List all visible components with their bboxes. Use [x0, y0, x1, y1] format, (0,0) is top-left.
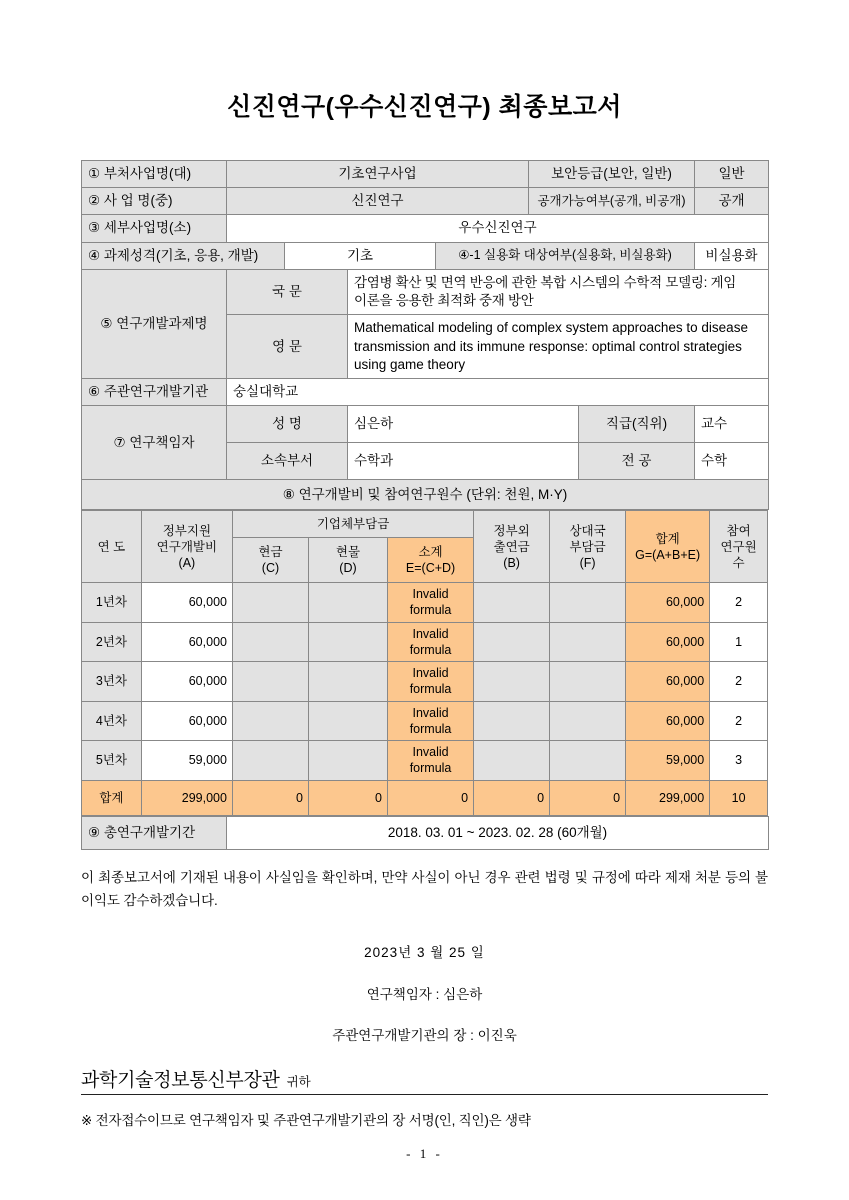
- cell-inkind: [308, 701, 387, 741]
- cell-gov-funding: 60,000: [141, 622, 232, 662]
- label-commercialization: ④-1 실용화 대상여부(실용화, 비실용화): [436, 242, 695, 269]
- cell-inkind: [308, 622, 387, 662]
- cell-non-gov: [474, 622, 550, 662]
- cell-researcher-count: 2: [710, 662, 768, 702]
- header-gov-funding-line3: (A): [178, 555, 196, 570]
- value-disclosure: 공개: [695, 188, 769, 215]
- cell-year: 3년차: [82, 662, 142, 702]
- header-gov-funding-line2: 연구개발비: [156, 539, 218, 554]
- cell-non-gov: [474, 701, 550, 741]
- header-company-contribution: 기업체부담금: [232, 511, 473, 538]
- header-researchers-line2: 연구원수: [720, 539, 757, 570]
- table-row: [82, 701, 768, 741]
- table-row-research-period: [82, 816, 769, 849]
- header-subtotal-line1: 소계: [418, 545, 443, 560]
- header-non-gov-line2: 출연금: [493, 539, 530, 554]
- table-row-total: [82, 780, 768, 815]
- table-row: [82, 662, 768, 702]
- value-title-ko: 감염병 확산 및 면역 반응에 관한 복합 시스템의 수학적 모델링: 게임 이론을 응용한 최적화 중재 방안: [348, 269, 769, 314]
- header-researchers-line1: 참여: [726, 523, 751, 538]
- header-grand-total: [626, 511, 710, 583]
- header-cash-line2: (C): [261, 561, 280, 576]
- header-counterpart-contribution: [550, 511, 626, 583]
- cell-gov-funding: 60,000: [141, 583, 232, 623]
- cell-inkind: [308, 662, 387, 702]
- header-gov-funding-line1: 정부지원: [162, 523, 212, 538]
- cell-counterpart: [550, 662, 626, 702]
- header-cash-line1: 현금: [258, 545, 283, 560]
- cell-grand-total: 59,000: [626, 741, 710, 781]
- table-row-subprogram: [82, 215, 769, 242]
- table-row: [82, 622, 768, 662]
- label-disclosure: 공개가능여부(공개, 비공개): [529, 188, 695, 215]
- label-pi-name: 성 명: [227, 406, 348, 443]
- value-research-period: 2018. 03. 01 ~ 2023. 02. 28 (60개월): [227, 816, 769, 849]
- signature-principal-investigator: 연구책임자 : 심은하: [366, 986, 483, 1002]
- cell-total-gov-funding: 299,000: [141, 780, 232, 815]
- cell-total-label: 합계: [82, 780, 142, 815]
- research-period-table: [81, 816, 769, 850]
- header-non-gov-line1: 정부외: [493, 523, 530, 538]
- value-host-institution: 숭실대학교: [227, 378, 769, 405]
- cell-non-gov: [474, 662, 550, 702]
- cell-total-subtotal: 0: [387, 780, 473, 815]
- label-project-title: ⑤ 연구개발과제명: [82, 269, 227, 378]
- budget-section-title: ⑧ 연구개발비 및 참여연구원수 (단위: 천원, M·Y): [82, 480, 769, 510]
- header-non-gov-line3: (B): [503, 555, 520, 570]
- project-info-table: [81, 160, 769, 510]
- cell-counterpart: [550, 622, 626, 662]
- value-project-type: 기초: [285, 242, 436, 269]
- value-commercialization: 비실용화: [695, 242, 769, 269]
- cell-counterpart: [550, 583, 626, 623]
- cell-cash: [232, 622, 308, 662]
- header-subtotal-line2: E=(C+D): [405, 561, 456, 576]
- value-pi-position: 교수: [695, 406, 769, 443]
- header-inkind-line2: (D): [339, 561, 357, 576]
- cell-gov-funding: 59,000: [141, 741, 232, 781]
- cell-researcher-count: 1: [710, 622, 768, 662]
- cell-counterpart: [550, 741, 626, 781]
- cell-grand-total: 60,000: [626, 701, 710, 741]
- cell-researcher-count: 2: [710, 701, 768, 741]
- cell-subtotal: Invalid formula: [387, 701, 473, 741]
- cell-inkind: [308, 741, 387, 781]
- cell-cash: [232, 583, 308, 623]
- label-subprogram: ③ 세부사업명(소): [82, 215, 227, 242]
- budget-header-row-1: [82, 511, 768, 538]
- cell-researcher-count: 3: [710, 741, 768, 781]
- label-title-ko: 국 문: [227, 269, 348, 314]
- label-security-grade: 보안등급(보안, 일반): [529, 161, 695, 188]
- label-pi-department: 소속부서: [227, 443, 348, 480]
- cell-subtotal: Invalid formula: [387, 662, 473, 702]
- value-pi-department: 수학과: [348, 443, 579, 480]
- cell-total-researcher-count: 10: [710, 780, 768, 815]
- cell-grand-total: 60,000: [626, 622, 710, 662]
- value-program-name: 신진연구: [227, 188, 529, 215]
- label-research-period: ⑨ 총연구개발기간: [82, 816, 227, 849]
- signature-institution-head: 주관연구개발기관의 장 : 이진욱: [332, 1027, 517, 1043]
- label-ministry-program: ① 부처사업명(대): [82, 161, 227, 188]
- table-row-host-institution: [82, 378, 769, 405]
- cell-year: 2년차: [82, 622, 142, 662]
- header-year: 연 도: [82, 511, 142, 583]
- recipient-honorific: 귀하: [286, 1074, 311, 1089]
- cell-cash: [232, 741, 308, 781]
- header-counterpart-line3: (F): [579, 555, 596, 570]
- cell-gov-funding: 60,000: [141, 701, 232, 741]
- label-host-institution: ⑥ 주관연구개발기관: [82, 378, 227, 405]
- table-row-project-type: [82, 242, 769, 269]
- table-row-title-ko: [82, 269, 769, 314]
- cell-grand-total: 60,000: [626, 662, 710, 702]
- cell-non-gov: [474, 741, 550, 781]
- header-researcher-count: [710, 511, 768, 583]
- cell-inkind: [308, 583, 387, 623]
- table-row-pi-name: [82, 406, 769, 443]
- header-inkind-line1: 현물: [335, 545, 361, 560]
- page-number: - 1 -: [406, 1146, 443, 1161]
- label-pi-position: 직급(직위): [579, 406, 695, 443]
- label-pi-major: 전 공: [579, 443, 695, 480]
- cell-subtotal: Invalid formula: [387, 583, 473, 623]
- cell-total-counterpart: 0: [550, 780, 626, 815]
- cell-year: 1년차: [82, 583, 142, 623]
- value-ministry-program: 기초연구사업: [227, 161, 529, 188]
- signature-block: [81, 941, 768, 1044]
- page-title: 신진연구(우수신진연구) 최종보고서: [227, 93, 622, 121]
- cell-gov-funding: 60,000: [141, 662, 232, 702]
- value-pi-major: 수학: [695, 443, 769, 480]
- cell-cash: [232, 662, 308, 702]
- recipient-line: [81, 1065, 768, 1095]
- cell-year: 5년차: [82, 741, 142, 781]
- cell-subtotal: Invalid formula: [387, 622, 473, 662]
- table-row-program-name: [82, 188, 769, 215]
- header-non-gov-contribution: [474, 511, 550, 583]
- header-inkind: [308, 538, 387, 583]
- label-title-en: 영 문: [227, 315, 348, 379]
- table-row: [82, 583, 768, 623]
- header-counterpart-line2: 부담금: [569, 539, 606, 554]
- cell-non-gov: [474, 583, 550, 623]
- header-subtotal: [387, 538, 473, 583]
- value-pi-name: 심은하: [348, 406, 579, 443]
- cell-researcher-count: 2: [710, 583, 768, 623]
- cell-total-grand-total: 299,000: [626, 780, 710, 815]
- value-subprogram: 우수신진연구: [227, 215, 769, 242]
- value-security-grade: 일반: [695, 161, 769, 188]
- budget-table: [81, 510, 768, 816]
- table-row-ministry-program: [82, 161, 769, 188]
- cell-subtotal: Invalid formula: [387, 741, 473, 781]
- header-counterpart-line1: 상대국: [569, 523, 606, 538]
- header-gov-funding: [141, 511, 232, 583]
- value-title-en: Mathematical modeling of complex system approaches to disease transmission and its immune response: optimal control strategies using game theory: [348, 315, 769, 379]
- electronic-submission-note: ※ 전자접수이므로 연구책임자 및 주관연구개발기관의 장 서명(인, 직인)은 생략: [81, 1112, 531, 1128]
- cell-counterpart: [550, 701, 626, 741]
- cell-total-non-gov: 0: [474, 780, 550, 815]
- label-program-name: ② 사 업 명(중): [82, 188, 227, 215]
- cell-cash: [232, 701, 308, 741]
- header-cash: [232, 538, 308, 583]
- table-row: [82, 741, 768, 781]
- cell-total-inkind: 0: [308, 780, 387, 815]
- cell-grand-total: 60,000: [626, 583, 710, 623]
- cell-total-cash: 0: [232, 780, 308, 815]
- label-principal-investigator: ⑦ 연구책임자: [82, 406, 227, 480]
- header-grand-total-line1: 합계: [655, 531, 680, 546]
- header-grand-total-line2: G=(A+B+E): [635, 547, 701, 562]
- cell-year: 4년차: [82, 701, 142, 741]
- declaration-statement: 이 최종보고서에 기재된 내용이 사실임을 확인하며, 만약 사실이 아닌 경우 관련 법령 및 규정에 따라 제재 처분 등의 불이익도 감수하겠습니다.: [81, 869, 768, 909]
- recipient-title: 과학기술정보통신부장관: [81, 1069, 280, 1091]
- label-project-type: ④ 과제성격(기초, 응용, 개발): [82, 242, 285, 269]
- table-row-budget-header: [82, 480, 769, 510]
- signature-date: 2023년 3 월 25 일: [364, 944, 485, 960]
